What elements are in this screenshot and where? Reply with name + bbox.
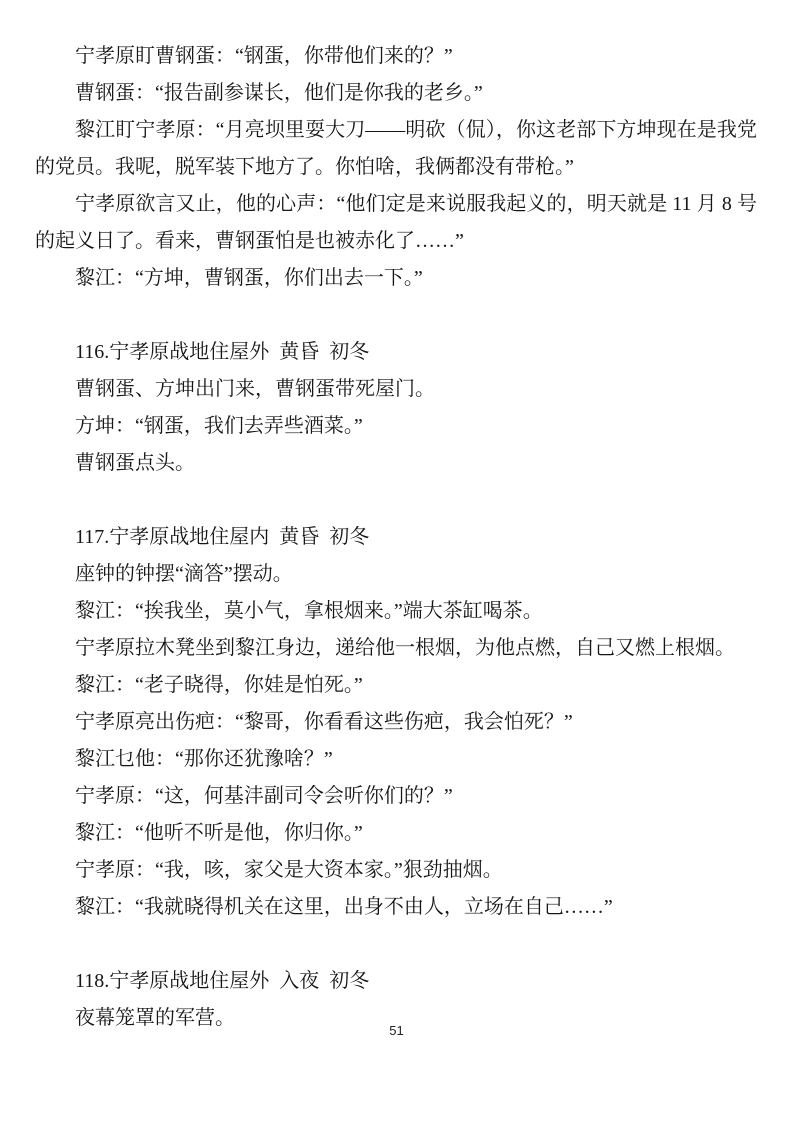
dialogue-line: 黎江：“老子晓得，你娃是怕死。” <box>75 674 363 696</box>
dialogue-line: 黎江：“挨我坐，莫小气，拿根烟来。”端大茶缸喝茶。 <box>75 600 543 622</box>
dialogue-line: 宁孝原：“这，何基沣副司令会听你们的？” <box>75 785 453 807</box>
action-line: 座钟的钟摆“滴答”摆动。 <box>75 563 293 585</box>
dialogue-line: 曹钢蛋：“报告副参谋长，他们是你我的老乡。” <box>75 82 483 104</box>
page-number: 51 <box>389 1023 404 1038</box>
dialogue-line: 方坤：“钢蛋，我们去弄些酒菜。” <box>75 415 363 437</box>
dialogue-line: 黎江乜他：“那你还犹豫啥？” <box>75 748 333 770</box>
action-line: 夜幕笼罩的军营。 <box>75 1007 235 1029</box>
dialogue-line: 黎江：“方坤，曹钢蛋，你们出去一下。” <box>75 267 423 289</box>
dialogue-line: 宁孝原亮出伤疤：“黎哥，你看看这些伤疤，我会怕死？” <box>75 711 573 733</box>
dialogue-line: 黎江：“我就晓得机关在这里，出身不由人，立场在自己……” <box>75 896 613 918</box>
dialogue-line: 宁孝原盯曹钢蛋：“钢蛋，你带他们来的？” <box>75 45 453 67</box>
action-line: 宁孝原拉木凳坐到黎江身边，递给他一根烟，为他点燃，自己又燃上根烟。 <box>75 637 735 659</box>
scene-heading-116: 116.宁孝原战地住屋外 黄昏 初冬 <box>75 341 370 363</box>
action-line: 曹钢蛋、方坤出门来，曹钢蛋带死屋门。 <box>75 378 435 400</box>
dialogue-line: 宁孝原欲言又止，他的心声：“他们定是来说服我起义的，明天就是 11 月 8 号的起义日了。看来，曹钢蛋怕是也被赤化了……” <box>35 193 757 252</box>
dialogue-line: 黎江：“他听不听是他，你归你。” <box>75 822 363 844</box>
dialogue-line: 黎江盯宁孝原：“月亮坝里耍大刀——明砍（侃），你这老部下方坤现在是我党的党员。我呢，脱军装下地方了。你怕啥，我俩都没有带枪。” <box>35 119 757 178</box>
dialogue-line: 宁孝原：“我，咳，家父是大资本家。”狠劲抽烟。 <box>75 859 503 881</box>
action-line: 曹钢蛋点头。 <box>75 452 195 474</box>
scene-heading-118: 118.宁孝原战地住屋外 入夜 初冬 <box>75 970 370 992</box>
scene-heading-117: 117.宁孝原战地住屋内 黄昏 初冬 <box>75 526 370 548</box>
